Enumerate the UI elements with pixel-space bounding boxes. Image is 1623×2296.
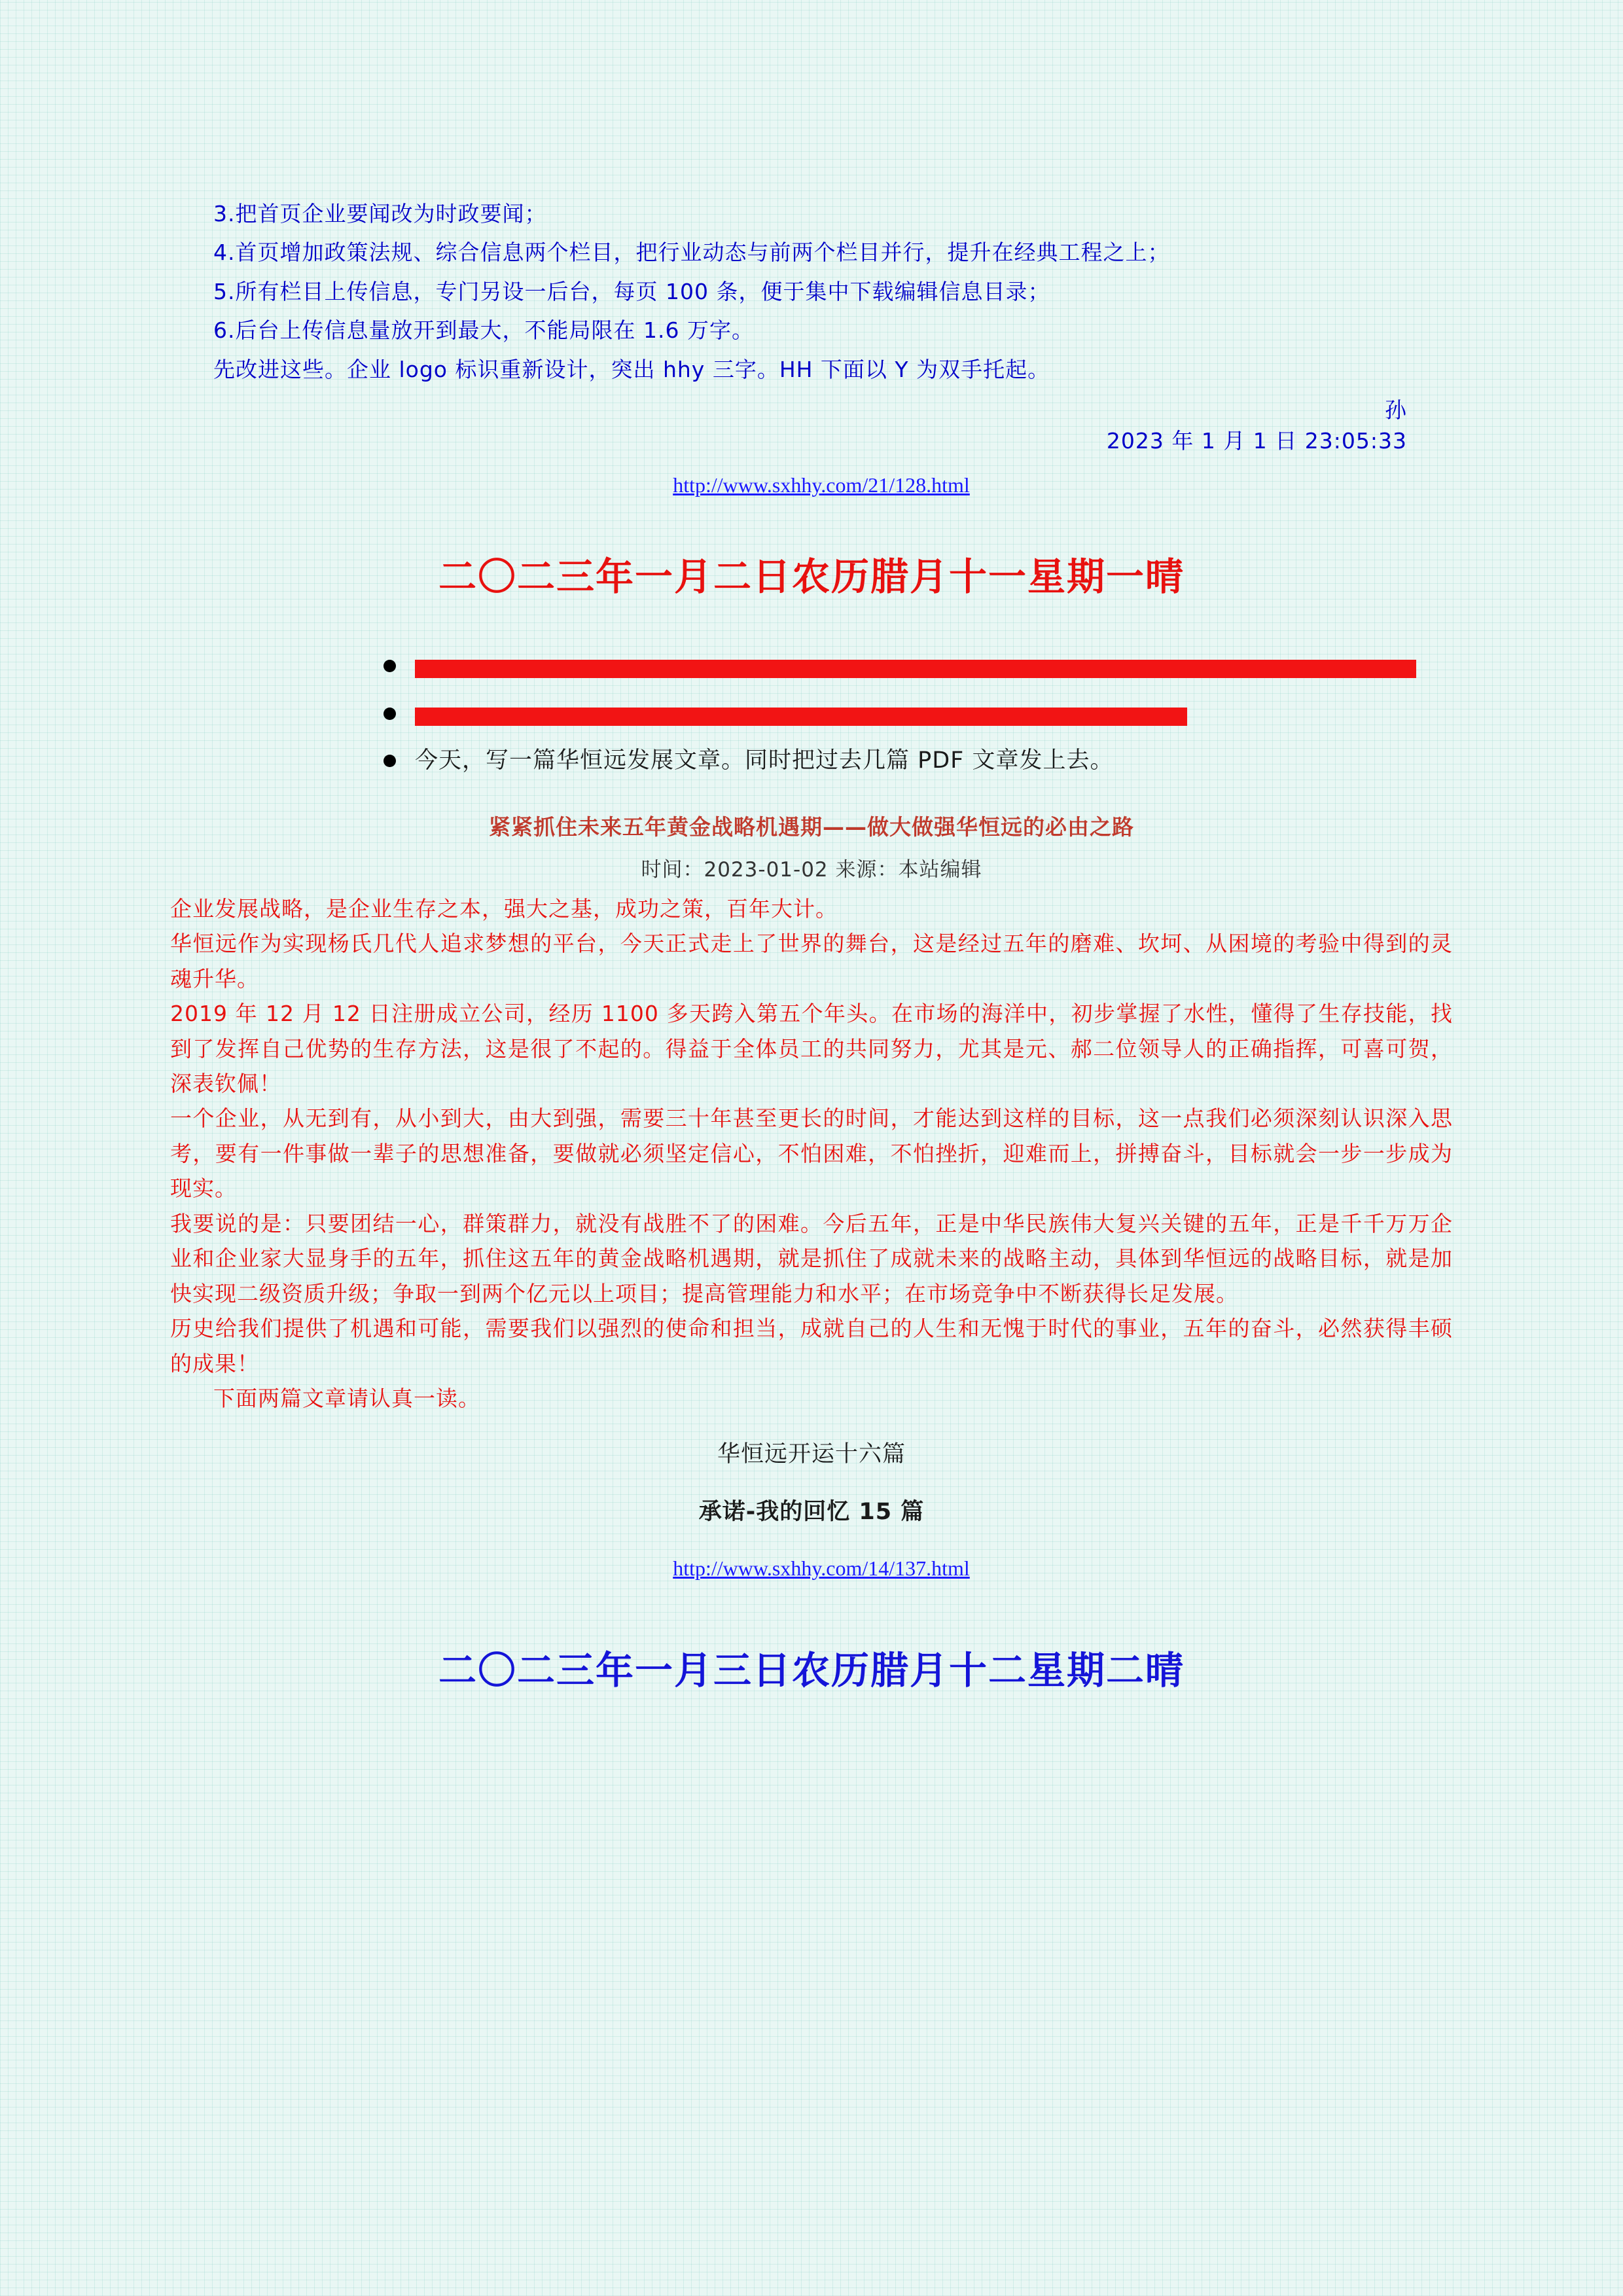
article-paragraph: 企业发展战略，是企业生存之本，强大之基，成功之策，百年大计。 [170,895,838,922]
article-title: 紧紧抓住未来五年黄金战略机遇期——做大做强华恒远的必由之路 [489,814,1134,840]
entry-line: 6.后台上传信息量放开到最大，不能局限在 1.6 万字。 [213,317,754,344]
article-paragraph: 华恒远作为实现杨氏几代人追求梦想的平台，今天正式走上了世界的舞台，这是经过五年的磨难、坎坷、从困境的考验中得到的灵魂升华。 [170,931,1453,992]
entry-line: 3.把首页企业要闻改为时政要闻； [213,201,547,226]
list-item: 今天，写一篇华恒远发展文章。同时把过去几篇 PDF 文章发上去。 [415,739,1453,783]
bullet-list [170,644,1453,783]
list-item [415,644,1453,688]
article-paragraph: 历史给我们提供了机遇和可能，需要我们以强烈的使命和担当，成就自己的人生和无愧于时代的事业，五年的奋斗，必然获得丰硕的成果！ [170,1316,1453,1376]
entry-url-line [170,473,1453,497]
article-paragraph: 2019 年 12 月 12 日注册成立公司，经历 1100 多天跨入第五个年头。在市场的海洋中，初步掌握了水性，懂得了生存技能，找到了发挥自己优势的生存方法，这是很了不起的。得益于全体员工的共同努力，尤其是元、郝二位领导人的正确指挥，可喜可贺，深表钦佩！ [170,1001,1453,1097]
day-title-jan3: 二〇二三年一月三日农历腊月十二星期二晴 [438,1647,1185,1693]
entry-signature: 孙 [1385,397,1407,423]
entry-timestamp: 2023 年 1 月 1 日 23:05:33 [1106,428,1407,454]
day1-url-link[interactable]: http://www.sxhhy.com/14/137.html [673,1556,970,1580]
list-item [415,692,1453,736]
entry-line: 5.所有栏目上传信息，专门另设一后台，每页 100 条，便于集中下载编辑信息目录； [213,278,1050,304]
entry-url-link[interactable]: http://www.sxhhy.com/21/128.html [673,473,970,497]
entry-line: 先改进这些。企业 logo 标识重新设计，突出 hhy 三字。HH 下面以 Y 为双手托起。 [213,356,1050,382]
article-meta: 时间：2023-01-02 来源：本站编辑 [641,857,982,882]
day-title-jan2: 二〇二三年一月二日农历腊月十一星期一晴 [438,554,1185,600]
day1-url-line [170,1556,1453,1581]
article-reference-1: 华恒远开运十六篇 [717,1441,906,1467]
article-reference-2: 承诺-我的回忆 15 篇 [698,1498,925,1525]
article-paragraph: 一个企业，从无到有，从小到大，由大到强，需要三十年甚至更长的时间，才能达到这样的目标，这一点我们必须深刻认识深入思考，要有一件事做一辈子的思想准备，要做就必须坚定信心，不怕困难，不怕挫折，迎难而上，拼搏奋斗，目标就会一步一步成为现实。 [170,1105,1453,1202]
entry-line: 4.首页增加政策法规、综合信息两个栏目，把行业动态与前两个栏目并行，提升在经典工程之上； [213,240,1170,266]
article-closing: 下面两篇文章请认真一读。 [213,1386,480,1412]
redacted-bar [415,708,1187,726]
article-paragraph: 我要说的是：只要团结一心，群策群力，就没有战胜不了的困难。今后五年，正是中华民族伟大复兴关键的五年，正是千千万万企业和企业家大显身手的五年，抓住这五年的黄金战略机遇期，就是抓住了成就未来的战略主动，具体到华恒远的战略目标，就是加快实现二级资质升级；争取一到两个亿元以上项目；提高管理能力和水平；在市场竞争中不断获得长足发展。 [170,1210,1453,1306]
redacted-bar [415,660,1416,678]
